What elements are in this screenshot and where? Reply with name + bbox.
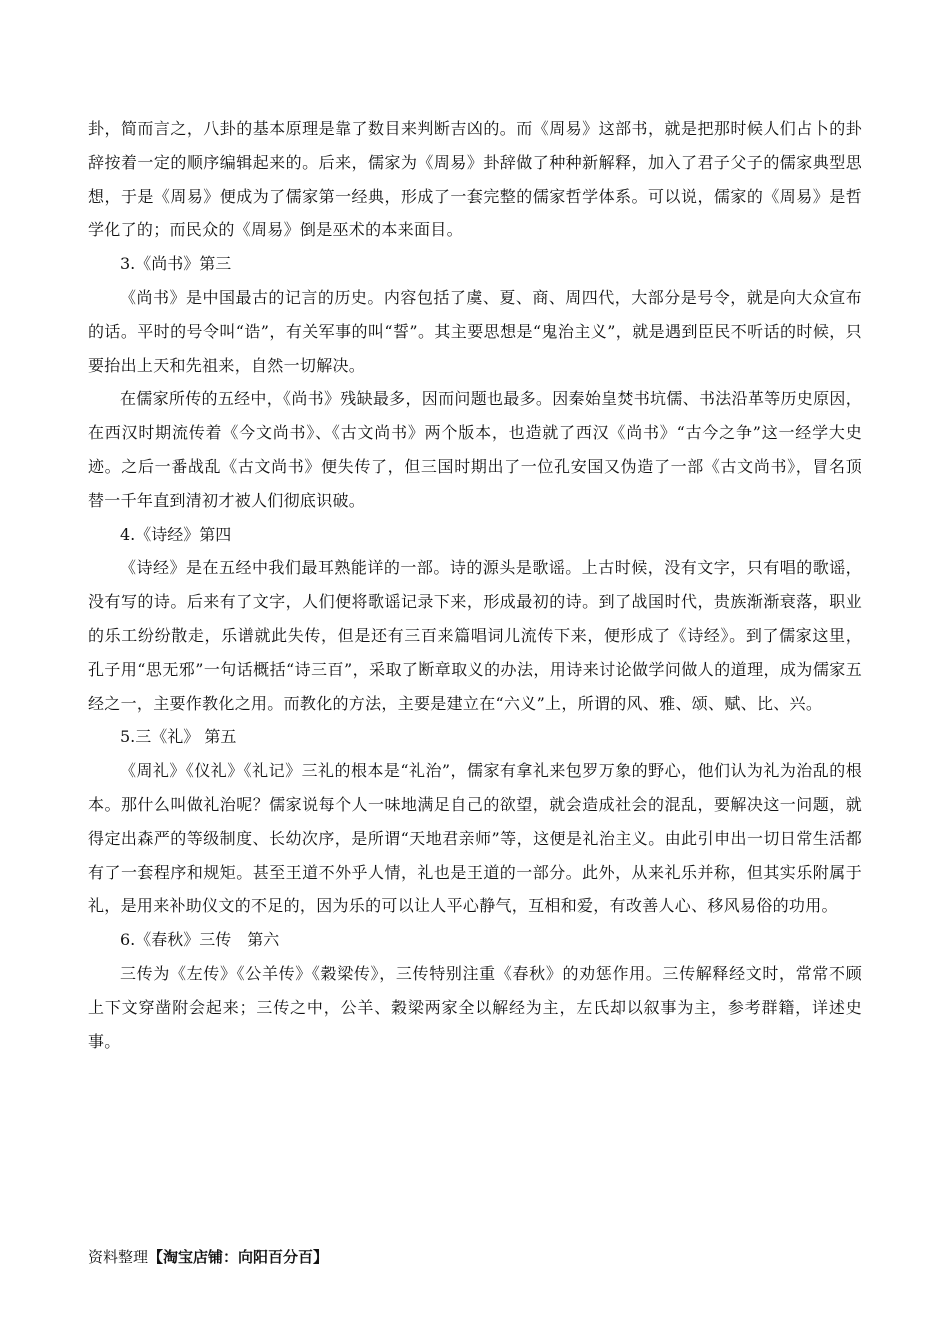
shangshu-paragraph-1: 《尚书》是中国最古的记言的历史。内容包括了虞、夏、商、周四代，大部分是号令，就是向大众宣布的话。平时的号令叫“诰”，有关军事的叫“誓”。其主要思想是“鬼治主义”，就是遇到臣民不听话的时候，只要抬出上天和先祖来，自然一切解决。 xyxy=(88,287,862,375)
section-heading-li: 5.三《礼》 第五 xyxy=(120,727,237,747)
shangshu-paragraph-2: 在儒家所传的五经中，《尚书》残缺最多，因而问题也最多。因秦始皇焚书坑儒、书法沿革等历史原因，在西汉时期流传着《今文尚书》、《古文尚书》两个版本，也造就了西汉《尚书》“古今之争”这一经学大史迹。之后一番战乱《古文尚书》便失传了，但三国时期出了一位孔安国又伪造了一部《古文尚书》，冒名顶替一千年直到清初才被人们彻底识破。 xyxy=(88,389,862,510)
document-body xyxy=(88,112,862,1058)
shijing-paragraph-1: 《诗经》是在五经中我们最耳熟能详的一部。诗的源头是歌谣。上古时候，没有文字，只有唱的歌谣，没有写的诗。后来有了文字，人们便将歌谣记录下来，形成最初的诗。到了战国时代，贵族渐渐衰落，职业的乐工纷纷散走，乐谱就此失传，但是还有三百来篇唱词儿流传下来，便形成了《诗经》。到了儒家这里，孔子用“思无邪”一句话概括“诗三百”，采取了断章取义的办法，用诗来讨论做学问做人的道理，成为儒家五经之一，主要作教化之用。而教化的方法，主要是建立在“六义”上，所谓的风、雅、颂、赋、比、兴。 xyxy=(88,558,862,713)
section-heading-shijing: 4.《诗经》第四 xyxy=(120,524,232,544)
chunqiu-paragraph-1: 三传为《左传》《公羊传》《穀梁传》，三传特别注重《春秋》的劝惩作用。三传解释经文时，常常不顾上下文穿凿附会起来；三传之中，公羊、穀梁两家全以解经为主，左氏却以叙事为主，参考群籍，详述史事。 xyxy=(88,963,862,1051)
footer-prefix: 资料整理 xyxy=(88,1248,149,1266)
intro-paragraph: 卦，简而言之，八卦的基本原理是靠了数目来判断吉凶的。而《周易》这部书，就是把那时候人们占卜的卦辞按着一定的顺序编辑起来的。后来，儒家为《周易》卦辞做了种种新解释，加入了君子父子的儒家典型思想，于是《周易》便成为了儒家第一经典，形成了一套完整的儒家哲学体系。可以说，儒家的《周易》是哲学化了的；而民众的《周易》倒是巫术的本来面目。 xyxy=(88,119,862,240)
section-heading-shangshu: 3.《尚书》第三 xyxy=(120,254,232,274)
section-heading-chunqiu: 6.《春秋》三传 第六 xyxy=(120,930,280,950)
footer-shop-name: 【淘宝店铺：向阳百分百】 xyxy=(148,1248,329,1266)
li-paragraph-1: 《周礼》《仪礼》《礼记》三礼的根本是“礼治”，儒家有拿礼来包罗万象的野心，他们认为礼为治乱的根本。那什么叫做礼治呢？儒家说每个人一味地满足自己的欲望，就会造成社会的混乱，要解决这一问题，就得定出森严的等级制度、长幼次序，是所谓“天地君亲师”等，这便是礼治主义。由此引申出一切日常生活都有了一套程序和规矩。甚至王道不外乎人情，礼也是王道的一部分。此外，从来礼乐并称，但其实乐附属于礼，是用来补助仪文的不足的，因为乐的可以让人平心静气，互相和爱，有改善人心、移风易俗的功用。 xyxy=(88,761,862,916)
page-footer xyxy=(88,1247,328,1267)
